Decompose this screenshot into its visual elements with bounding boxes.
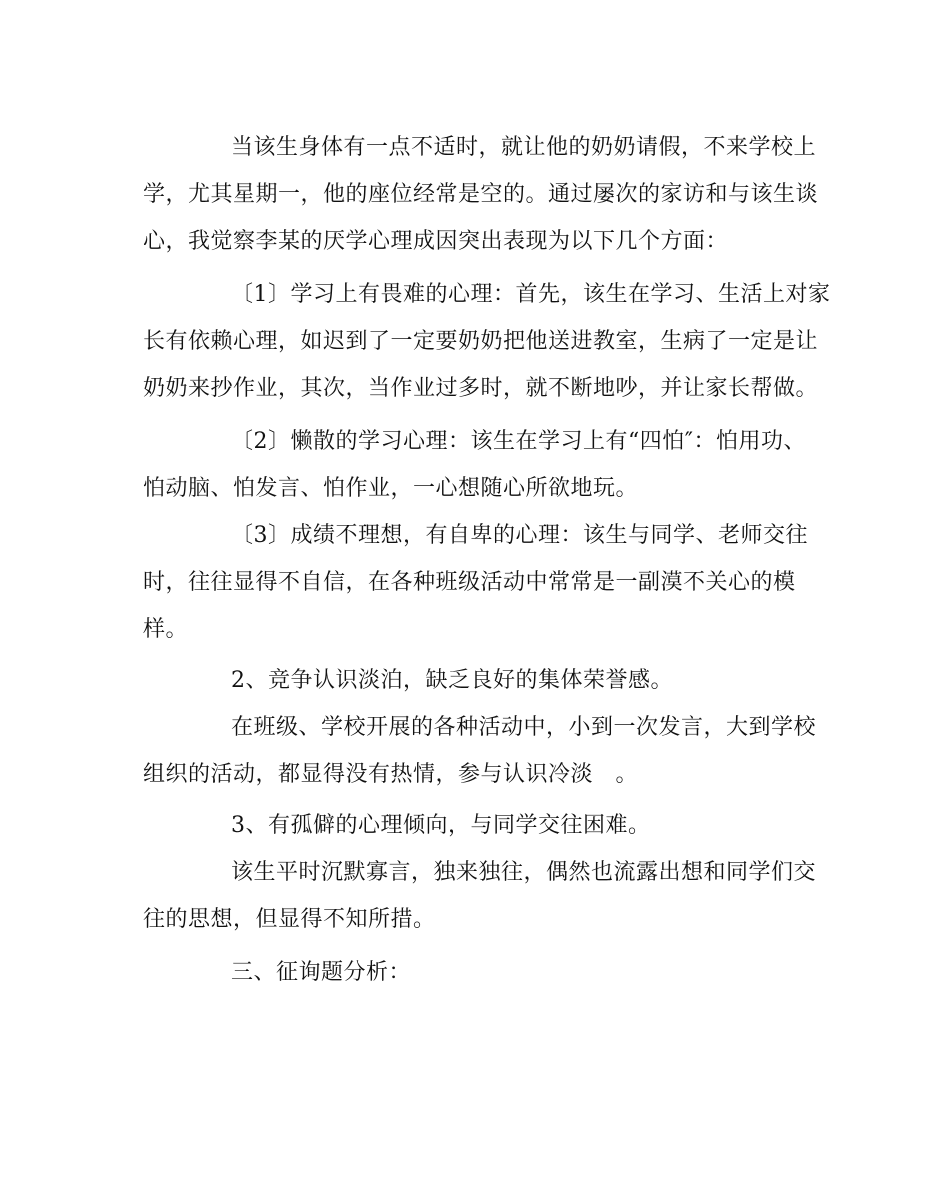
text-line: 奶奶来抄作业，其次，当作业过多时，就不断地吵，并让家长帮做。 (143, 376, 819, 401)
text-line: 怕动脑、怕发言、怕作业，一心想随心所欲地玩。 (143, 476, 639, 501)
section-heading: 2、竞争认识淡泊，缺乏良好的集体荣誉感。 (231, 668, 673, 693)
section-heading: 3、有孤僻的心理倾向，与同学交往困难。 (231, 813, 651, 838)
text-line: 往的思想，但显得不知所措。 (143, 907, 436, 932)
text-line: 学，尤其星期一，他的座位经常是空的。通过屡次的家访和与该生谈 (143, 182, 819, 207)
section-heading: 三、征询题分析： (231, 960, 412, 985)
text-line: 〔3〕成绩不理想，有自卑的心理：该生与同学、老师交往 (231, 523, 808, 548)
text-line: 该生平时沉默寡言，独来独往，偶然也流露出想和同学们交 (231, 860, 817, 885)
text-line: 〔1〕学习上有畏难的心理：首先，该生在学习、生活上对家 (231, 282, 831, 307)
text-line: 心，我觉察李某的厌学心理成因突出表现为以下几个方面： (143, 229, 729, 254)
text-line: 时，往往显得不自信，在各种班级活动中常常是一副漠不关心的模 (143, 570, 796, 595)
text-line: 〔2〕懒散的学习心理：该生在学习上有“四怕″：怕用功、 (231, 429, 806, 454)
text-line: 在班级、学校开展的各种活动中，小到一次发言，大到学校 (231, 715, 817, 740)
text-line: 组织的活动，都显得没有热情，参与认识冷淡 。 (143, 762, 639, 787)
text-line: 长有依赖心理，如迟到了一定要奶奶把他送进教室，生病了一定是让 (143, 329, 819, 354)
text-line: 样。 (143, 617, 189, 642)
text-line: 当该生身体有一点不适时，就让他的奶奶请假，不来学校上 (231, 135, 817, 160)
